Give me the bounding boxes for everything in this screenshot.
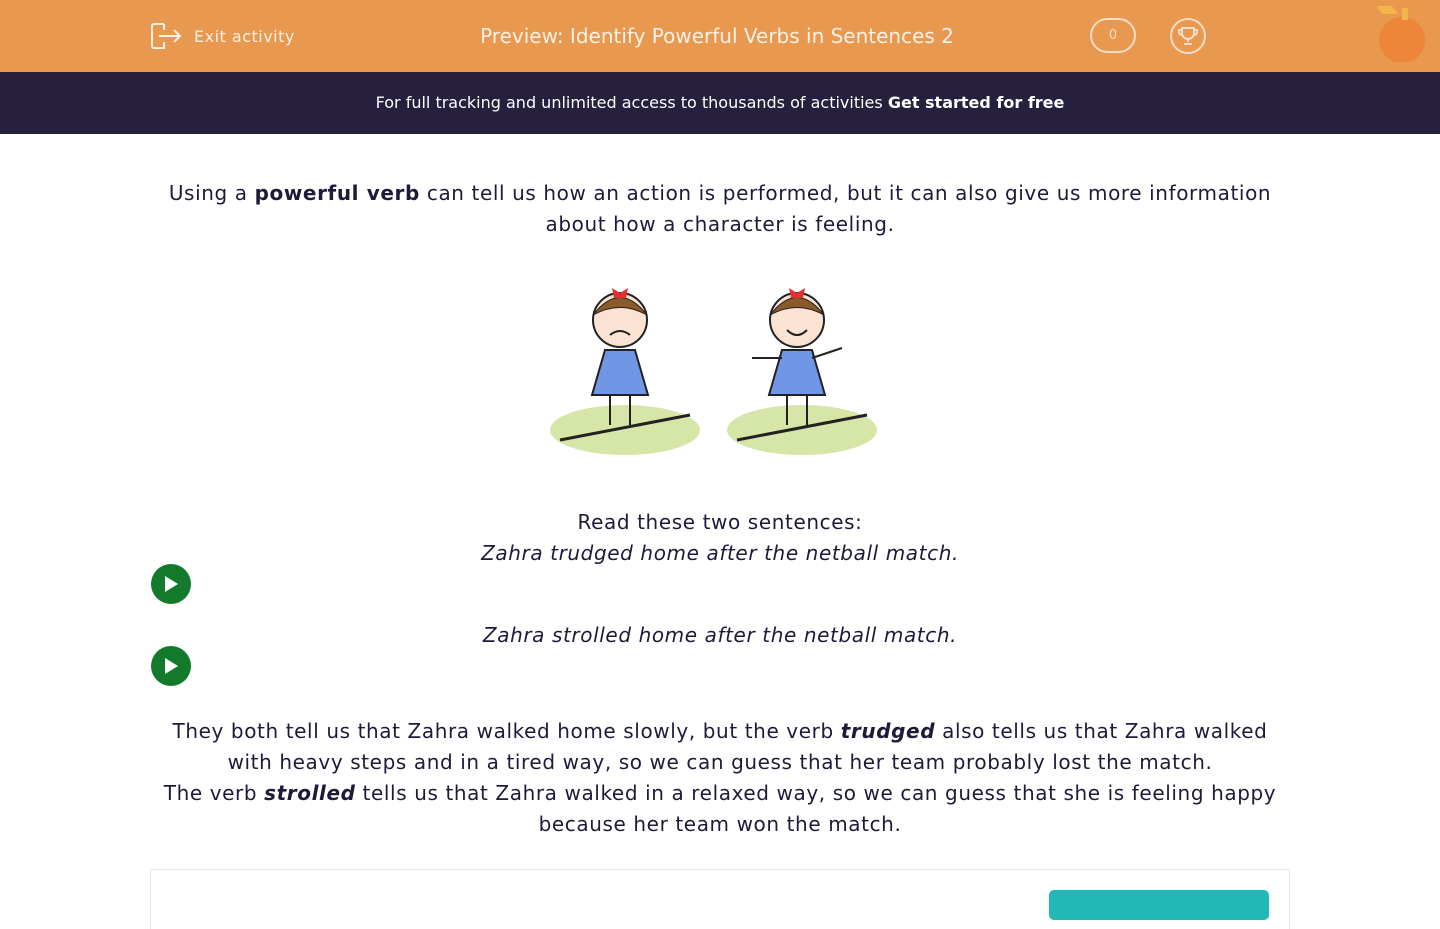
- expl1-post: also tells us that Zahra walked with heavy steps and in a tired way, so we can guess that her team probably lost the match.: [227, 719, 1268, 774]
- sad-girl-icon: [550, 288, 700, 455]
- verb-strolled: strolled: [264, 781, 356, 805]
- banner-text: For full tracking and unlimited access to thousands of activities: [375, 93, 888, 112]
- intro-pre: Using a: [168, 181, 255, 205]
- trophy-button[interactable]: [1170, 18, 1206, 54]
- intro-text: [0, 178, 1440, 240]
- expl2-pre: The verb: [163, 781, 265, 805]
- sentence-2: Zahra strolled home after the netball match.: [482, 623, 958, 647]
- girls-illustration: [550, 270, 890, 470]
- sentence-row-1: [0, 538, 1440, 620]
- expl2-post: tells us that Zahra walked in a relaxed way, so we can guess that she is feeling happy because her team won the match.: [355, 781, 1277, 836]
- explanation-1: [150, 716, 1290, 778]
- signup-banner: [0, 72, 1440, 134]
- expl1-pre: They both tell us that Zahra walked home slowly, but the verb: [172, 719, 841, 743]
- explanation-2: [150, 778, 1290, 840]
- play-audio-button-1[interactable]: [151, 564, 191, 604]
- play-icon: [163, 575, 179, 593]
- top-bar: [0, 0, 1440, 72]
- page-title: Preview: Identify Powerful Verbs in Sentences 2: [480, 24, 954, 48]
- logo-icon: [1376, 6, 1432, 62]
- sentence-1: Zahra trudged home after the netball match.: [481, 541, 959, 565]
- intro-post: can tell us how an action is performed, but it can also give us more information about how a character is feeling.: [419, 181, 1272, 236]
- play-audio-button-2[interactable]: [151, 646, 191, 686]
- submit-button[interactable]: [1049, 890, 1269, 920]
- play-icon: [163, 657, 179, 675]
- score-badge: 0: [1090, 18, 1136, 53]
- trophy-icon: [1177, 25, 1199, 47]
- exit-activity-button[interactable]: [150, 22, 295, 50]
- verb-trudged: trudged: [840, 719, 936, 743]
- exit-icon: [150, 22, 182, 50]
- explanation: [0, 716, 1440, 840]
- read-label: Read these two sentences:: [577, 510, 863, 534]
- exit-label: Exit activity: [194, 26, 295, 46]
- sentence-row-2: [0, 620, 1440, 702]
- get-started-link[interactable]: Get started for free: [887, 93, 1065, 112]
- happy-girl-icon: [727, 288, 877, 455]
- activity-content: [0, 178, 1440, 840]
- intro-bold: powerful verb: [254, 181, 420, 205]
